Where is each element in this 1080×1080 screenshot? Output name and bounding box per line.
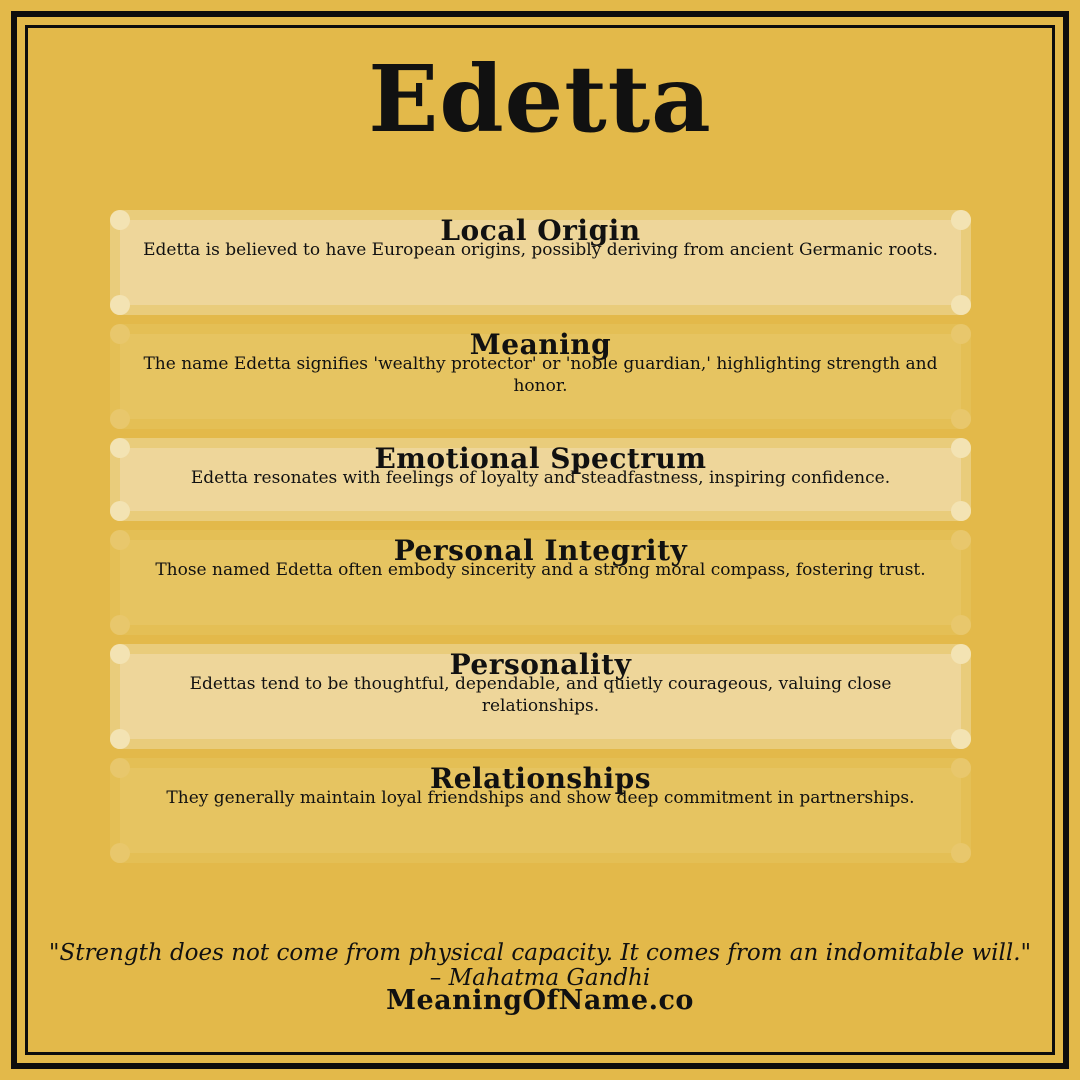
corner-dot — [951, 843, 971, 863]
section-card-meaning — [110, 324, 971, 429]
section-title: Relationships — [429, 762, 652, 795]
corner-dot — [951, 409, 971, 429]
quote-text: "Strength does not come from physical capacity. It comes from an indomitable will." — [48, 940, 1032, 966]
section-title: Personality — [449, 648, 632, 681]
section-text: Edetta resonates with feelings of loyalty and steadfastness, inspiring confidence. — [190, 468, 891, 488]
corner-dot — [951, 501, 971, 521]
section-card-emotional-spectrum — [110, 438, 971, 521]
section-card-personal-integrity — [110, 530, 971, 635]
section-title: Personal Integrity — [393, 534, 688, 567]
card-band — [110, 739, 971, 749]
section-text: Edetta is believed to have European origins, possibly deriving from ancient Germanic roots. — [143, 240, 938, 260]
corner-dot — [951, 729, 971, 749]
corner-dot — [110, 409, 130, 429]
corner-dot — [110, 615, 130, 635]
section-text: They generally maintain loyal friendships and show deep commitment in partnerships. — [166, 788, 915, 808]
corner-dot — [951, 615, 971, 635]
corner-dot — [110, 295, 130, 315]
section-title: Local Origin — [440, 214, 641, 247]
section-text: Those named Edetta often embody sincerity and a strong moral compass, fostering trust. — [155, 560, 926, 580]
section-card-local-origin — [110, 210, 971, 315]
card-band — [110, 853, 971, 863]
section-card-relationships — [110, 758, 971, 863]
card-band — [110, 625, 971, 635]
corner-dot — [951, 295, 971, 315]
card-band — [110, 419, 971, 429]
section-text: Edettas tend to be thoughtful, dependable, and quietly courageous, valuing close relationships. — [189, 674, 892, 716]
card-band — [110, 511, 971, 521]
card-band — [110, 305, 971, 315]
name-title: Edetta — [368, 45, 712, 153]
section-title: Emotional Spectrum — [374, 442, 707, 475]
corner-dot — [110, 501, 130, 521]
section-title: Meaning — [469, 328, 612, 361]
section-text: The name Edetta signifies 'wealthy protector' or 'noble guardian,' highlighting strength and honor. — [143, 354, 938, 396]
corner-dot — [110, 843, 130, 863]
corner-dot — [110, 729, 130, 749]
site-name: MeaningOfName.co — [386, 985, 694, 1016]
quote-author: – Mahatma Gandhi — [429, 965, 651, 991]
section-card-personality — [110, 644, 971, 749]
